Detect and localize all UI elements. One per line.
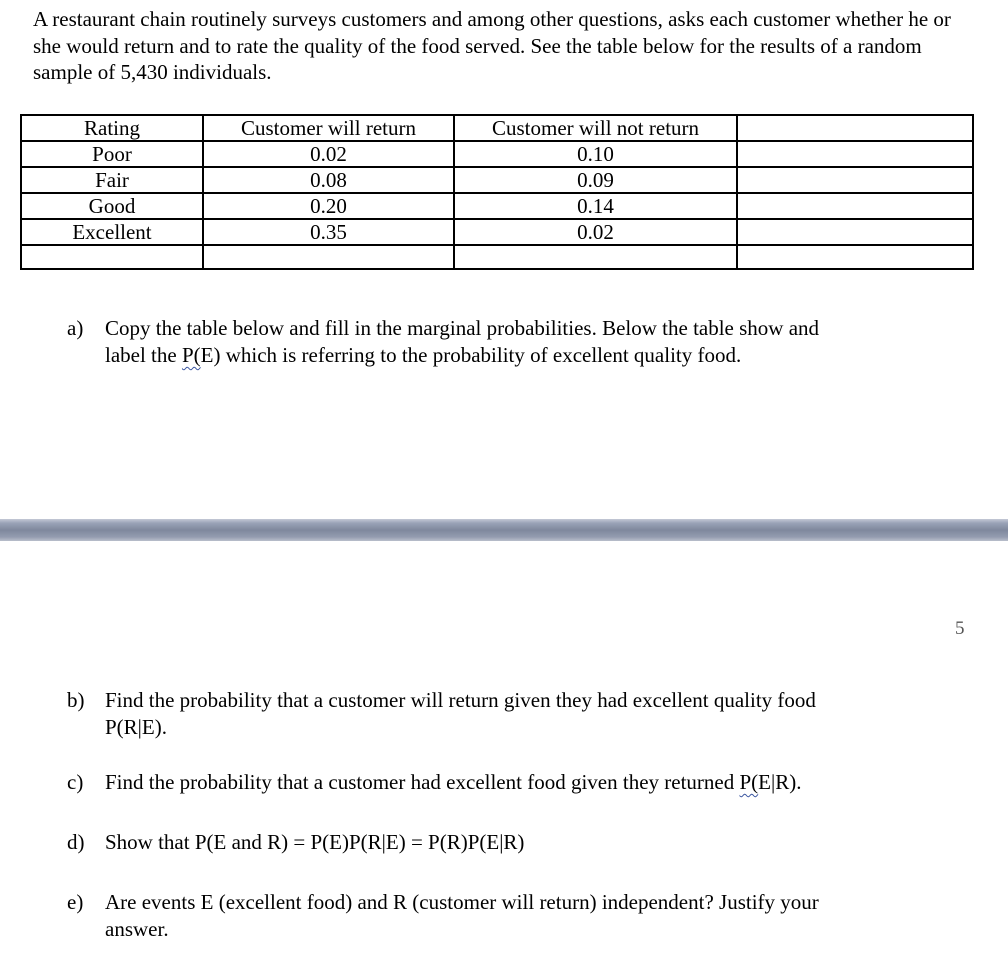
question-e — [67, 889, 967, 949]
question-text: Find the probability that a customer will return given they had excellent quality food — [105, 688, 816, 712]
page-number: 5 — [955, 618, 965, 639]
header-rating: Rating — [21, 115, 203, 141]
problem-intro: A restaurant chain routinely surveys customers and among other questions, asks each customer whether he or she would return and to rate the quality of the food served. See the table below for the results of a random sample of 5,430 individuals. — [33, 7, 951, 84]
will-return-cell: 0.02 — [203, 141, 454, 167]
rating-cell: Excellent — [21, 219, 203, 245]
will-return-cell: 0.20 — [203, 193, 454, 219]
question-label: e) — [67, 890, 84, 914]
question-c — [67, 769, 967, 799]
question-text: Show that P(E and R) = P(E)P(R|E) = P(R)P(E|R) — [105, 830, 525, 854]
survey-table — [20, 114, 974, 270]
question-text-line2: label the P(E) which is referring to the probability of excellent quality food. — [105, 343, 742, 367]
table-row — [21, 167, 973, 193]
table-row — [21, 219, 973, 245]
table-total-row — [21, 245, 973, 269]
empty-cell — [737, 141, 973, 167]
question-b — [67, 687, 967, 747]
question-text-line2: answer. — [105, 917, 169, 941]
empty-cell — [737, 245, 973, 269]
rating-cell: Good — [21, 193, 203, 219]
header-will-not-return: Customer will not return — [454, 115, 737, 141]
table-row — [21, 193, 973, 219]
question-text: Copy the table below and fill in the marginal probabilities. Below the table show and — [105, 316, 820, 340]
question-label: d) — [67, 830, 85, 854]
will-not-return-cell: 0.02 — [454, 219, 737, 245]
empty-cell — [454, 245, 737, 269]
empty-cell — [737, 193, 973, 219]
empty-cell — [203, 245, 454, 269]
question-text-line2: P(R|E). — [105, 715, 167, 739]
will-not-return-cell: 0.09 — [454, 167, 737, 193]
will-not-return-cell: 0.14 — [454, 193, 737, 219]
rating-cell: Fair — [21, 167, 203, 193]
will-not-return-cell: 0.10 — [454, 141, 737, 167]
header-blank — [737, 115, 973, 141]
question-label: a) — [67, 316, 84, 340]
will-return-cell: 0.35 — [203, 219, 454, 245]
will-return-cell: 0.08 — [203, 167, 454, 193]
spellcheck-underline: P( — [739, 770, 759, 794]
question-text: Are events E (excellent food) and R (customer will return) independent? Justify your — [105, 890, 819, 914]
table-row — [21, 141, 973, 167]
empty-cell — [21, 245, 203, 269]
rating-cell: Poor — [21, 141, 203, 167]
header-will-return: Customer will return — [203, 115, 454, 141]
table-header-row — [21, 115, 973, 141]
page-break-divider — [0, 519, 1008, 541]
question-text: Find the probability that a customer had excellent food given they returned P(E|R). — [105, 770, 802, 794]
empty-cell — [737, 219, 973, 245]
spellcheck-underline: P( — [181, 343, 201, 367]
question-d — [67, 829, 967, 859]
question-a — [67, 315, 967, 375]
question-label: c) — [67, 770, 84, 794]
question-label: b) — [67, 688, 85, 712]
empty-cell — [737, 167, 973, 193]
